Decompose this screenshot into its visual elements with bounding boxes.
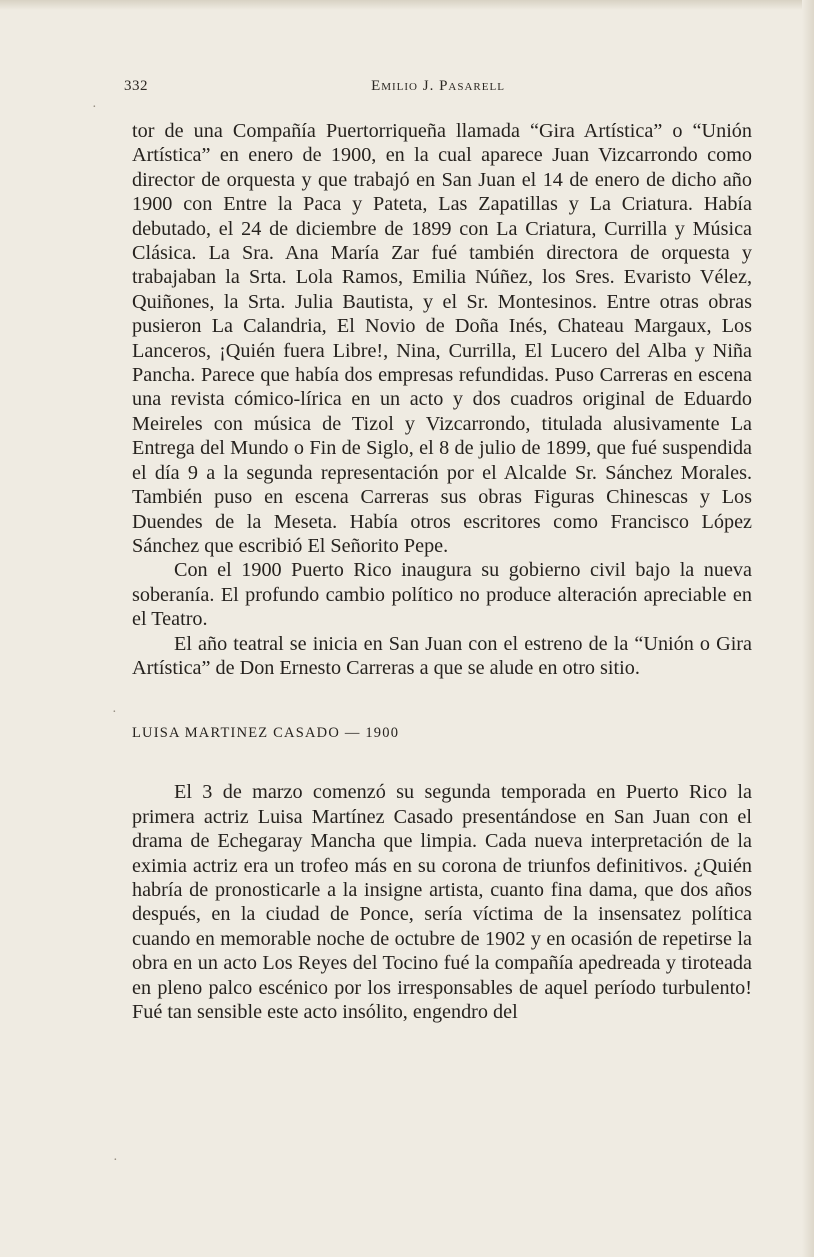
margin-speck: · — [112, 705, 117, 720]
scan-edge-right — [802, 0, 814, 1257]
page-number: 332 — [124, 78, 148, 94]
paragraph-civil-government: Con el 1900 Puerto Rico inaugura su gobierno civil bajo la nueva soberanía. El profundo cambio político no produce alteración apreciable en el Teatro. — [132, 559, 752, 631]
running-head — [124, 78, 752, 100]
body-text — [132, 119, 752, 1024]
paragraph-continuation: tor de una Compañía Puertorriqueña llamada “Gira Artística” o “Unión Artística” en enero de 1900, en la cual aparece Juan Vizcarrondo como director de orquesta y que trabajó en San Juan el 14 de enero de dicho año 1900 con Entre la Paca y Pateta, Las Zapatillas y La Criatura. Había debutado, el 24 de diciembre de 1899 con La Criatura, Currilla y Música Clásica. La Sra. Ana María Zar fué también directora de orquesta y trabajaban la Srta. Lola Ramos, Emilia Núñez, los Sres. Evaristo Vélez, Quiñones, la Srta. Julia Bautista, y el Sr. Montesinos. Entre otras obras pusieron La Calandria, El Novio de Doña Inés, Chateau Margaux, Los Lanceros, ¡Quién fuera Libre!, Nina, Currilla, El Lucero del Alba y Niña Pancha. Parece que había dos empresas refundidas. Puso Carreras en escena una revista cómico-lírica en un acto y dos cuadros original de Eduardo Meireles con música de Tizol y Vizcarrondo, titulada alusivamente La Entrega del Mundo o Fin de Siglo, el 8 de julio de 1899, que fué suspendida el día 9 a la segunda representación por el Alcalde Sr. Sánchez Morales. También puso en escena Carreras sus obras Figuras Chinescas y Los Duendes de la Meseta. Había otros escritores como Francisco López Sánchez que escribió El Señorito Pepe. — [132, 120, 752, 557]
paragraph-martinez-casado: El 3 de marzo comenzó su segunda temporada en Puerto Rico la primera actriz Luisa Martínez Casado presentándose en San Juan con el drama de Echegaray Mancha que limpia. Cada nueva interpretación de la eximia actriz era un trofeo más en su corona de triunfos definitivos. ¿Quién habría de pronosticarle a la insigne artista, cuanto fina dama, que dos años después, en la ciudad de Ponce, sería víctima de la insensatez política cuando en memorable noche de octubre de 1902 y en ocasión de repetirse la obra en un acto Los Reyes del Tocino fué la compañía apedreada y tiroteada en pleno palco escénico por los irresponsables de aquel período turbulento! Fué tan sensible este acto insólito, engendro del — [132, 781, 752, 1023]
margin-speck: · — [113, 1153, 118, 1168]
section-heading: LUISA MARTINEZ CASADO — 1900 — [132, 725, 400, 742]
running-title: Emilio J. Pasarell — [371, 78, 505, 94]
margin-speck: · — [92, 100, 97, 115]
paragraph-theatre-year: El año teatral se inicia en San Juan con el estreno de la “Unión o Gira Artística” de Don Ernesto Carreras a que se alude en otro sitio. — [132, 632, 752, 679]
scan-edge-top — [0, 0, 814, 10]
